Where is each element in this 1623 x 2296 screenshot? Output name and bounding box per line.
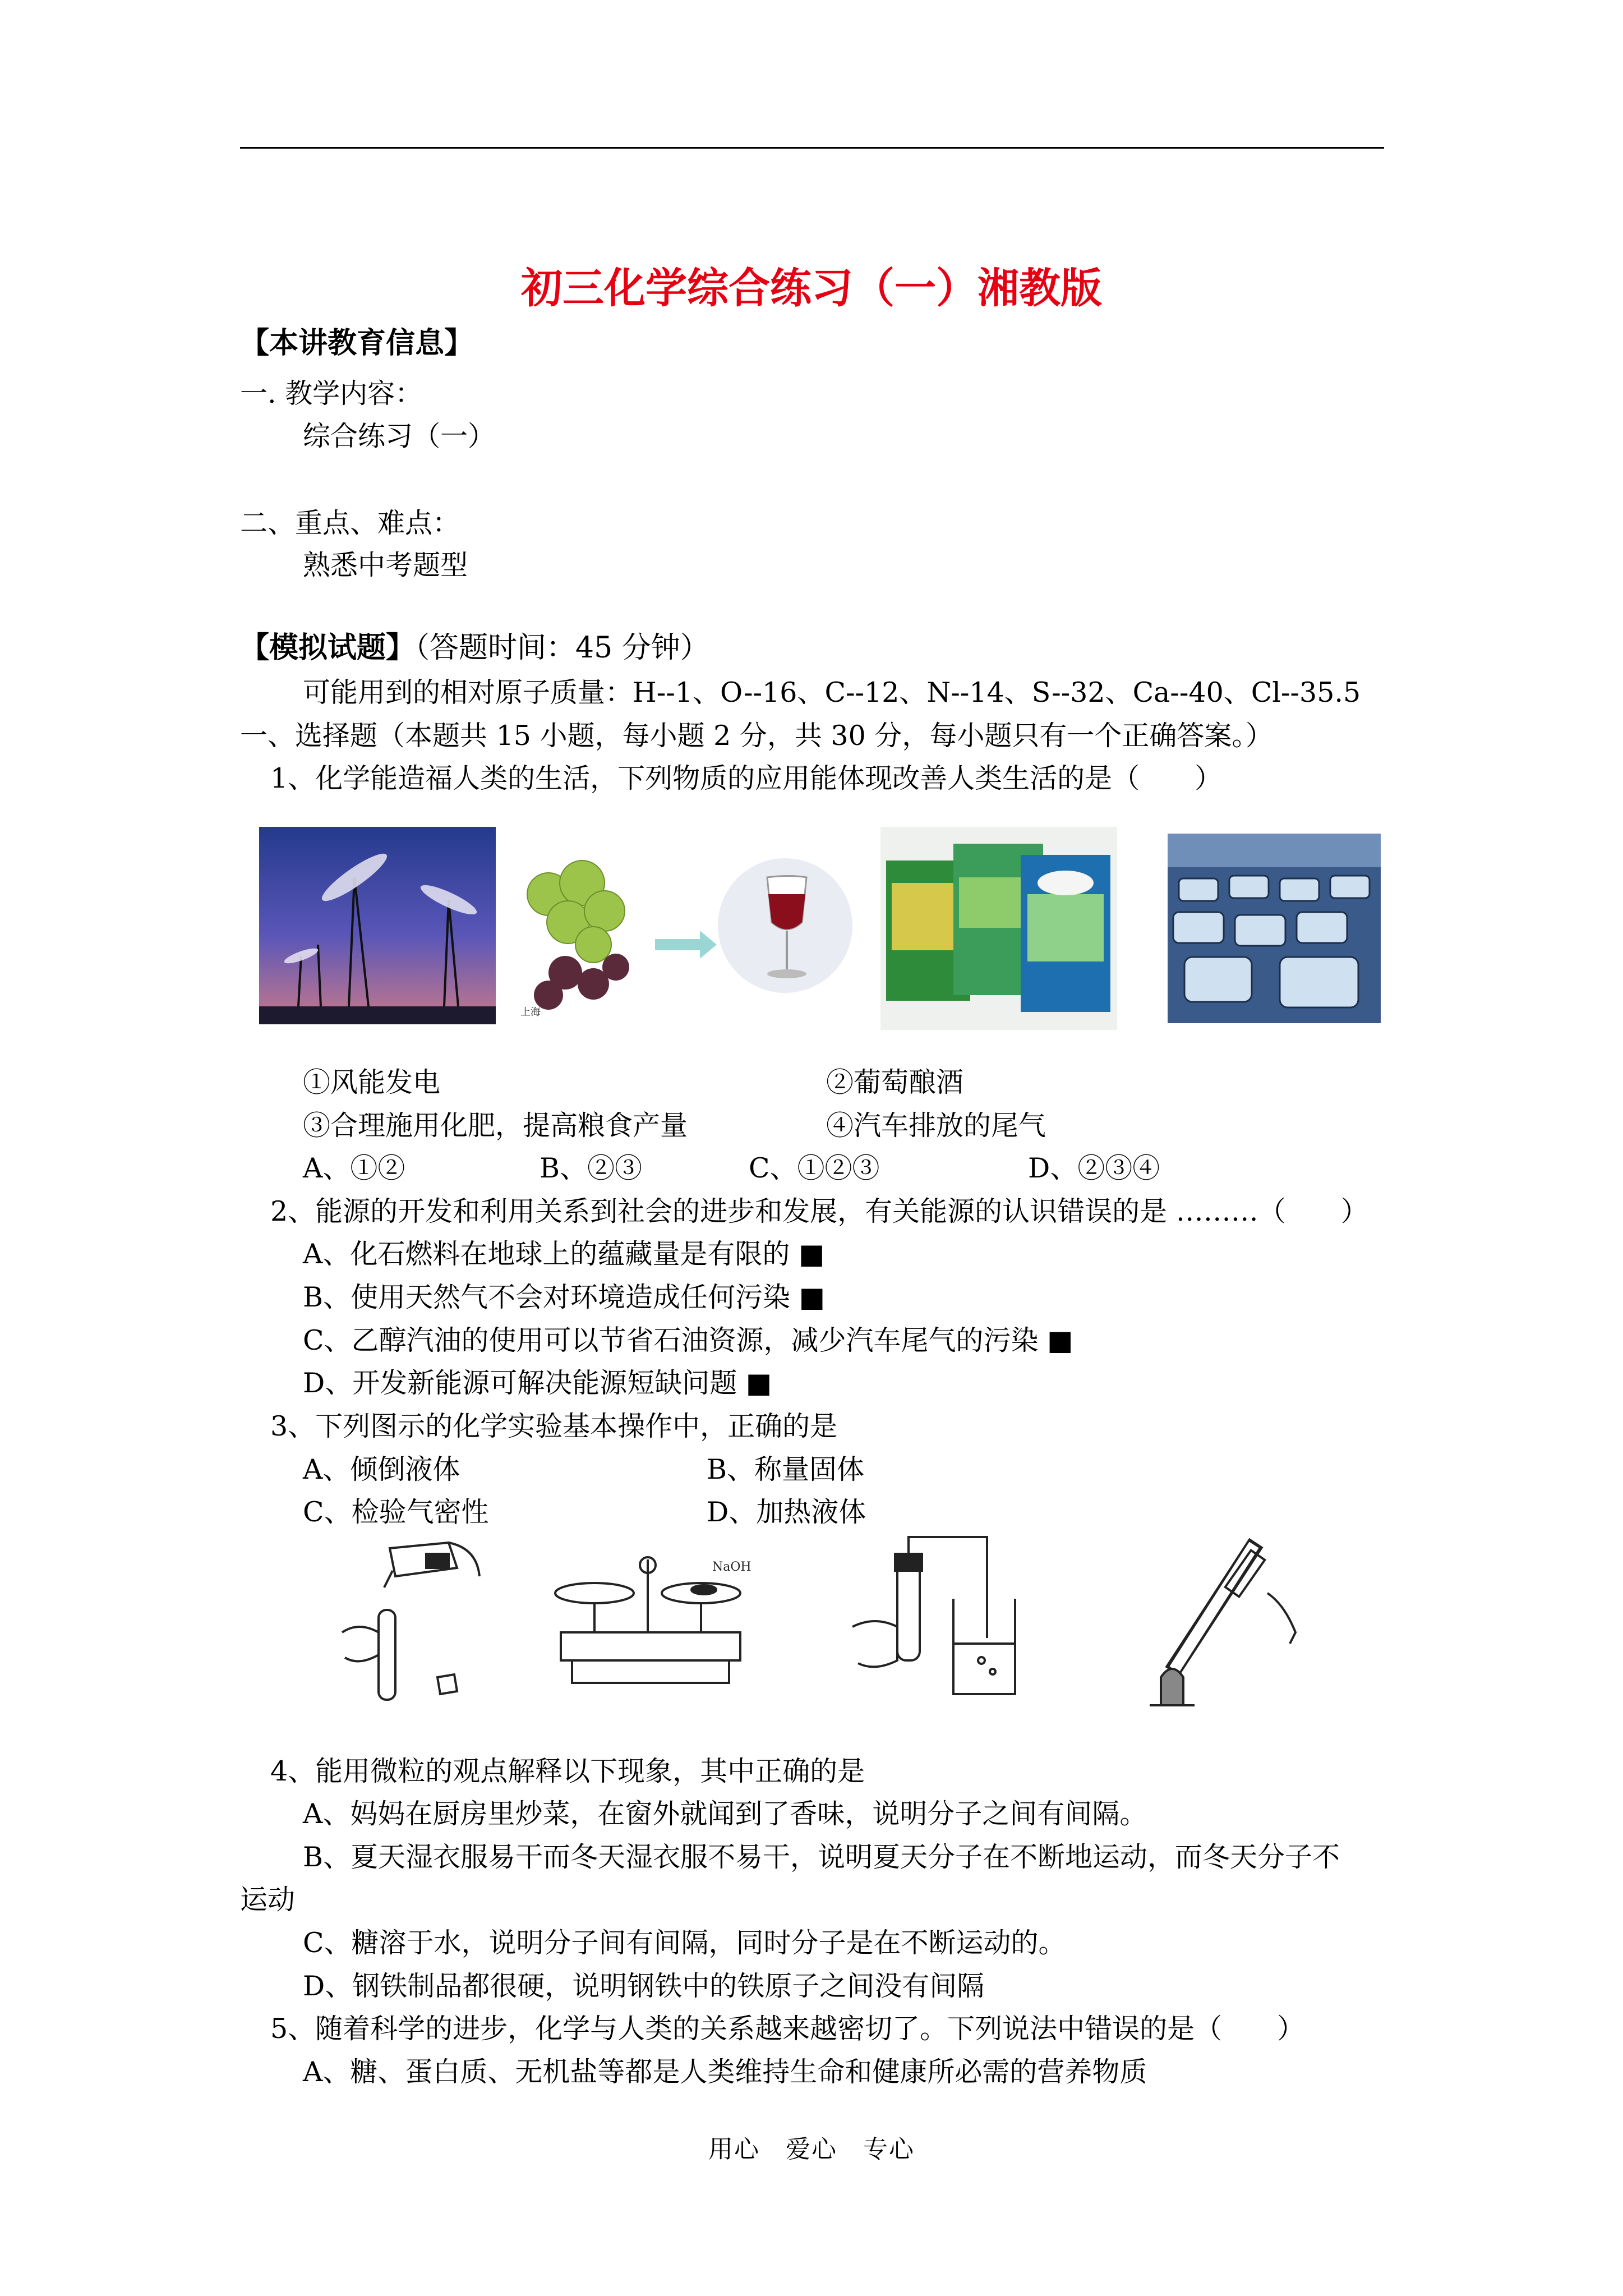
- teaching-content: 综合练习（一）: [303, 420, 496, 452]
- teaching-content-label: 一. 教学内容：: [240, 378, 423, 409]
- airtightness-figure: [841, 1531, 1021, 1705]
- q2-option-a: A、化石燃料在地球上的蕴藏量是有限的 ■: [303, 1238, 825, 1270]
- q4-option-b-line1: B、夏天湿衣服易干而冬天湿衣服不易干，说明夏天分子在不断地运动，而冬天分子不: [303, 1841, 1340, 1873]
- q4-stem: 4、能用微粒的观点解释以下现象，其中正确的是: [270, 1755, 865, 1787]
- exam-time: （答题时间：45 分钟）: [415, 631, 709, 665]
- grape-image-caption: 上海: [520, 1006, 541, 1018]
- q2-stem: 2、能源的开发和利用关系到社会的进步和发展，有关能源的认识错误的是 ………（ ）: [270, 1195, 1368, 1227]
- q4-option-c: C、糖溶于水，说明分子间有间隔，同时分子是在不断运动的。: [303, 1927, 1066, 1959]
- page-footer: 用心 爱心 专心: [708, 2135, 915, 2164]
- q1-option-b: B、②③: [540, 1152, 643, 1184]
- q1-item3: ③合理施用化肥，提高粮食产量: [303, 1110, 688, 1142]
- balance-figure: [550, 1548, 751, 1694]
- q2-option-d: D、开发新能源可解决能源短缺问题 ■: [303, 1367, 772, 1399]
- heating-liquid-figure: [1138, 1531, 1307, 1711]
- q1-option-c: C、①②③: [749, 1152, 880, 1184]
- q4-option-d: D、钢铁制品都很硬，说明钢铁中的铁原子之间没有间隔: [303, 1970, 985, 2002]
- exam-header: 【模拟试题】: [240, 631, 416, 665]
- q1-option-d: D、②③④: [1028, 1152, 1160, 1184]
- traffic-jam-image: [1168, 834, 1381, 1023]
- q1-option-a: A、①②: [303, 1152, 405, 1184]
- q3-stem: 3、下列图示的化学实验基本操作中，正确的是: [270, 1410, 838, 1442]
- q5-option-a: A、糖、蛋白质、无机盐等都是人类维持生命和健康所必需的营养物质: [303, 2056, 1147, 2088]
- q2-option-c: C、乙醇汽油的使用可以节省石油资源，减少汽车尾气的污染 ■: [303, 1324, 1073, 1356]
- q1-item4: ④汽车排放的尾气: [826, 1110, 1046, 1142]
- q3-option-b: B、称量固体: [707, 1453, 865, 1485]
- q3-option-c: C、检验气密性: [303, 1496, 489, 1528]
- key-points-label: 二、重点、难点：: [240, 507, 460, 539]
- q1-item1: ①风能发电: [303, 1066, 441, 1098]
- info-header: 【本讲教育信息】: [240, 326, 474, 360]
- q4-option-a: A、妈妈在厨房里炒菜，在窗外就闻到了香味，说明分子之间有间隔。: [303, 1798, 1147, 1830]
- q3-option-d: D、加热液体: [707, 1496, 866, 1528]
- q1-item2: ②葡萄酿酒: [826, 1066, 964, 1098]
- naoh-label: NaOH: [712, 1560, 751, 1574]
- q5-stem: 5、随着科学的进步，化学与人类的关系越来越密切了。下列说法中错误的是（ ）: [270, 2013, 1305, 2045]
- q4-option-b-line2: 运动: [240, 1884, 296, 1916]
- key-points: 熟悉中考题型: [303, 549, 468, 581]
- header-rule: [240, 147, 1384, 149]
- q3-option-a: A、倾倒液体: [303, 1453, 460, 1485]
- page-title: 初三化学综合练习（一）湘教版: [521, 264, 1102, 312]
- grape-wine-image: [515, 827, 852, 1024]
- pouring-liquid-figure: [336, 1537, 488, 1705]
- section1-heading: 一、选择题（本题共 15 小题，每小题 2 分，共 30 分，每小题只有一个正确答案。）: [240, 720, 1273, 752]
- q2-option-b: B、使用天然气不会对环境造成任何污染 ■: [303, 1281, 825, 1313]
- atomic-masses: 可能用到的相对原子质量：H--1、O--16、C--12、N--14、S--32、Ca--40、Cl--35.5: [303, 677, 1361, 708]
- fertilizer-bags-image: [880, 827, 1117, 1030]
- q1-stem: 1、化学能造福人类的生活，下列物质的应用能体现改善人类生活的是（ ）: [270, 762, 1223, 794]
- exam-header-line: [240, 631, 709, 665]
- wind-turbines-image: [259, 827, 496, 1024]
